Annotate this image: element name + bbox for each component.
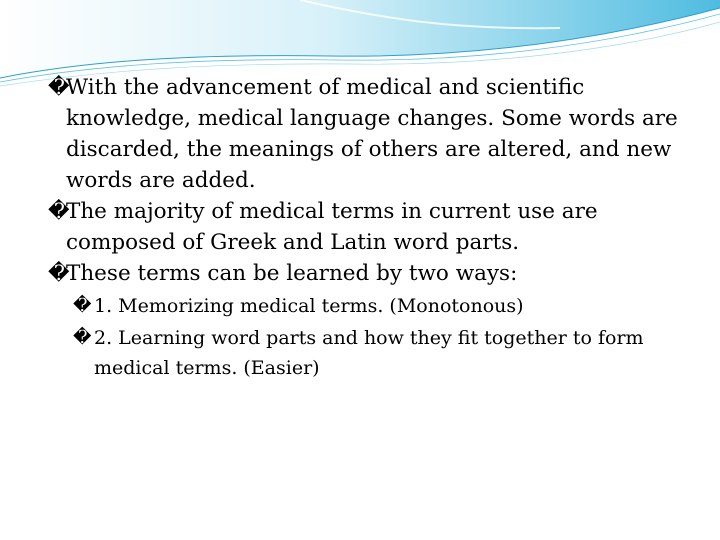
bullet-text: These terms can be learned by two ways:	[66, 261, 518, 286]
sub-bullet-item	[48, 291, 688, 321]
bullet-item	[48, 72, 688, 196]
bullet-item	[48, 196, 688, 258]
sub-bullet-glyph-icon: �	[73, 327, 92, 348]
bullet-glyph-icon: �	[48, 75, 70, 99]
sub-bullet-text: 2. Learning word parts and how they fit together to form medical terms. (Easier)	[94, 327, 644, 379]
sub-bullet-glyph-icon: �	[73, 295, 92, 316]
bullet-glyph-icon: �	[48, 199, 70, 223]
slide-body	[48, 72, 688, 383]
sub-bullet-text: 1. Memorizing medical terms. (Monotonous)	[94, 295, 524, 317]
bullet-text: With the advancement of medical and scientific knowledge, medical language changes. Some words are discarded, the meanings of others are altered, and new words are added.	[66, 75, 678, 193]
bullet-text: The majority of medical terms in current use are composed of Greek and Latin word parts.	[66, 199, 598, 255]
sub-bullet-item	[48, 323, 688, 383]
bullet-item	[48, 258, 688, 289]
bullet-glyph-icon: �	[48, 261, 70, 285]
